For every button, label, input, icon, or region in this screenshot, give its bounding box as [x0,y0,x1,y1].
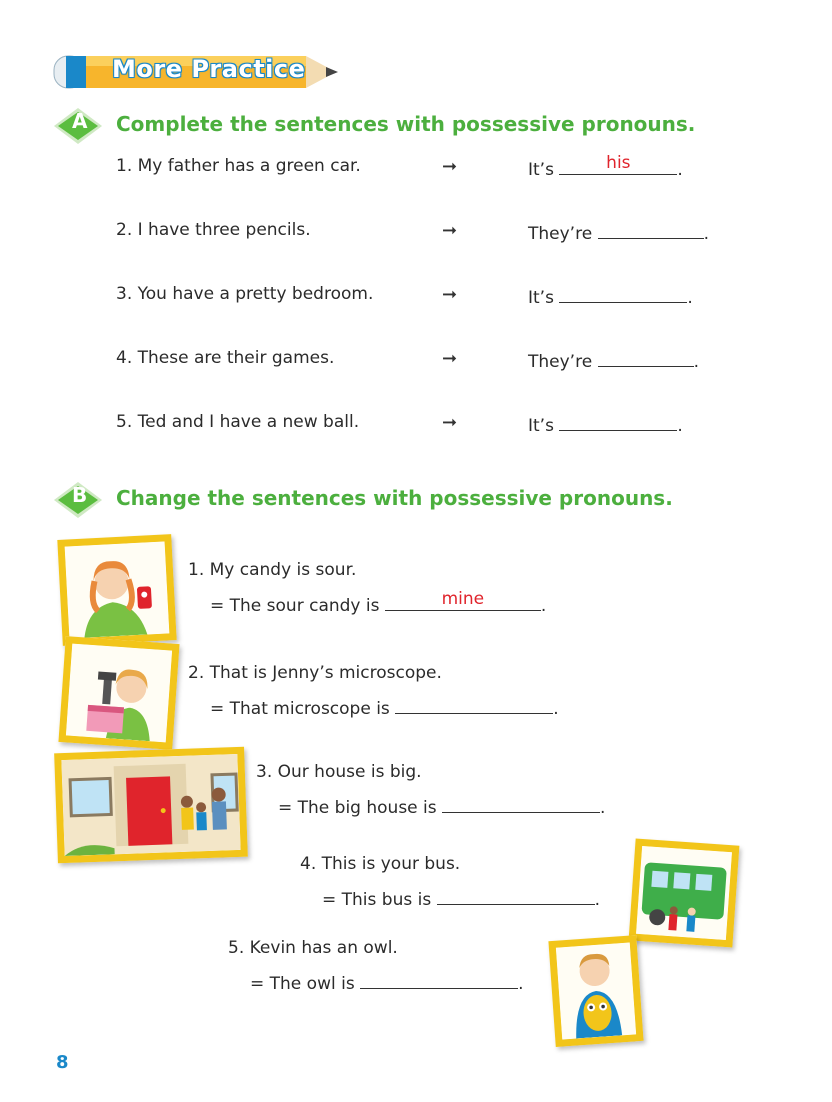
b-item-3-period: . [600,798,606,818]
b-item-2-answer-line [210,695,559,719]
arrow-icon: ➞ [442,284,458,305]
b-item-5-sentence: 5. Kevin has an owl. [228,938,398,958]
a-item-4-answer-line [528,348,699,372]
a-item-3-sentence: 3. You have a pretty bedroom. [116,284,374,304]
b-item-3-lead: = The big house is [278,798,437,818]
b-item-1-lead: = The sour candy is [210,596,380,616]
a-item-2-lead: They’re [528,224,593,244]
arrow-icon: ➞ [442,156,458,177]
a-item-1-period: . [677,160,683,180]
b-item-3-blank[interactable] [442,794,600,813]
a-item-4-lead: They’re [528,352,593,372]
a-item-1-answer-line [528,153,683,180]
b-item-4-answer-line [322,886,600,910]
page-number: 8 [56,1052,69,1073]
a-item-3-blank[interactable] [559,284,687,303]
arrow-icon: ➞ [442,348,458,369]
a-item-1-lead: It’s [528,160,554,180]
a-item-5-sentence: 5. Ted and I have a new ball. [116,412,360,432]
a-item-4-blank[interactable] [598,348,694,367]
section-b-instruction: Change the sentences with possessive pronouns. [116,486,673,510]
b-item-2-sentence: 2. That is Jenny’s microscope. [188,663,442,683]
arrow-icon: ➞ [442,220,458,241]
a-item-2-blank[interactable] [598,220,704,239]
a-item-2-period: . [703,224,709,244]
a-item-1-blank[interactable] [559,153,677,175]
arrow-icon: ➞ [442,412,458,433]
b-item-4-sentence: 4. This is your bus. [300,854,461,874]
a-item-2-sentence: 2. I have three pencils. [116,220,311,240]
b-item-1-period: . [540,596,547,616]
a-item-5-blank[interactable] [559,412,677,431]
b-item-4-blank[interactable] [437,886,595,905]
a-item-4-period: . [693,352,699,372]
girl-microscope-illustration [58,636,179,750]
b-item-1-blank[interactable] [385,589,541,611]
a-item-4-sentence: 4. These are their games. [116,348,335,368]
section-a-letter: A [72,109,88,133]
boy-owl-illustration [548,935,643,1047]
b-item-4-period: . [594,890,601,910]
a-item-5-answer-line [528,412,683,436]
bus-illustration [629,838,740,947]
b-item-5-blank[interactable] [360,970,518,989]
a-item-3-lead: It’s [528,288,554,308]
section-a-instruction: Complete the sentences with possessive pronouns. [116,112,696,136]
a-item-3-answer-line [528,284,693,308]
a-item-1-answer: his [606,153,631,173]
b-item-4-lead: = This bus is [322,890,432,910]
page-title: More Practice [112,55,306,83]
b-item-1-answer: mine [441,589,485,609]
b-item-5-period: . [518,974,524,994]
b-item-1-answer-line [210,589,547,616]
a-item-5-lead: It’s [528,416,554,436]
section-b-letter: B [72,483,88,507]
girl-candy-illustration [57,534,176,646]
b-item-2-period: . [553,699,559,719]
a-item-5-period: . [677,416,683,436]
b-item-1-sentence: 1. My candy is sour. [188,560,357,580]
b-item-3-sentence: 3. Our house is big. [256,762,422,782]
a-item-3-period: . [687,288,693,308]
house-family-illustration [54,747,248,864]
b-item-2-lead: = That microscope is [210,699,390,719]
a-item-2-answer-line [528,220,709,244]
b-item-5-answer-line [250,970,524,994]
b-item-3-answer-line [278,794,605,818]
a-item-1-sentence: 1. My father has a green car. [116,156,361,176]
b-item-5-lead: = The owl is [250,974,355,994]
b-item-2-blank[interactable] [395,695,553,714]
